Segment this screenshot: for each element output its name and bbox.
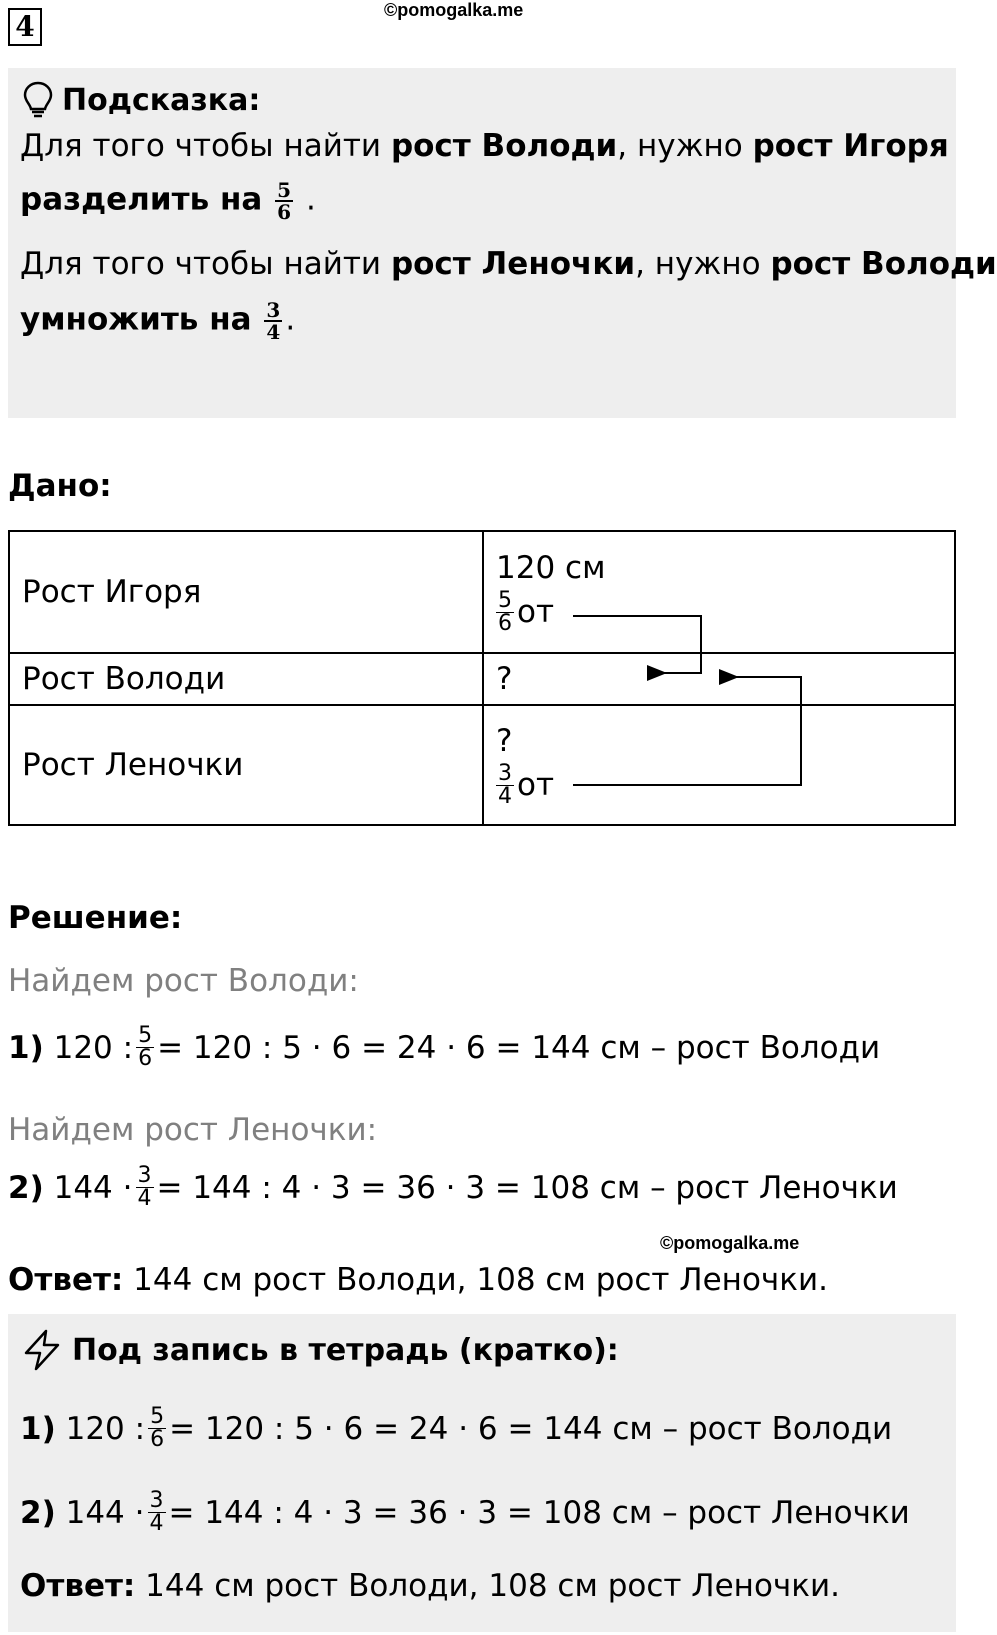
notebook-box: [8, 1314, 956, 1632]
notebook-step2: [20, 1490, 910, 1535]
hint-bold: умножить на: [20, 301, 252, 338]
step1-note: Найдем рост Володи:: [8, 963, 359, 999]
hint-bold: рост Леночки: [390, 246, 636, 282]
hint-text: Для того чтобы найти: [20, 128, 391, 164]
hint-text: , нужно: [617, 128, 753, 164]
fraction: [496, 760, 514, 809]
step-number: 1): [20, 1410, 56, 1447]
hint-text: .: [305, 181, 316, 218]
given-table: [8, 530, 956, 826]
equation-text: 144 ·: [53, 1169, 133, 1206]
table-row: [9, 705, 955, 825]
hint-line-2: [20, 180, 316, 222]
fraction-numerator: 3: [149, 1488, 164, 1513]
hint-header: [22, 80, 260, 120]
answer-text: 144 см рост Володи, 108 см рост Леночки.: [123, 1262, 828, 1298]
step2-note: Найдем рост Леночки:: [8, 1112, 378, 1148]
hint-line-1: [20, 128, 949, 164]
answer-label: Ответ:: [20, 1568, 136, 1604]
fraction: [496, 587, 514, 636]
equation-text: = 144 : 4 · 3 = 36 · 3 = 108 см – рост Леночки: [168, 1494, 910, 1531]
fraction-denominator: 6: [138, 1046, 153, 1071]
row-label: Рост Игоря: [9, 531, 483, 653]
hint-text: Для того чтобы найти: [20, 246, 391, 282]
watermark-middle: ©pomogalka.me: [660, 1233, 800, 1253]
step-number: 2): [8, 1169, 44, 1206]
fraction: [275, 180, 293, 222]
equation-text: = 144 : 4 · 3 = 36 · 3 = 108 см – рост Леночки: [156, 1169, 898, 1206]
fraction: [148, 1490, 166, 1535]
fraction-denominator: 4: [498, 783, 512, 809]
fraction-denominator: 4: [149, 1511, 164, 1536]
hint-bold: рост Володи: [770, 246, 997, 282]
fraction: [264, 300, 282, 342]
hint-bold: разделить на: [20, 181, 263, 218]
fraction-denominator: 6: [277, 200, 292, 224]
answer-text: 144 см рост Володи, 108 см рост Леночки.: [135, 1568, 840, 1604]
step1-equation: [8, 1025, 880, 1070]
fraction-numerator: 5: [498, 587, 512, 613]
equation-text: 120 :: [53, 1029, 134, 1066]
row-value: [483, 653, 955, 705]
fraction-denominator: 4: [266, 320, 281, 344]
row-value: [483, 531, 955, 653]
equation-text: = 120 : 5 · 6 = 24 · 6 = 144 см – рост Володи: [157, 1029, 881, 1066]
given-title: Дано:: [8, 468, 112, 504]
fraction-numerator: 3: [266, 298, 281, 322]
answer: [8, 1262, 828, 1298]
fraction-numerator: 5: [277, 178, 292, 202]
hint-bold: рост Игоря: [752, 128, 949, 164]
step2-equation: [8, 1165, 898, 1210]
ot-label: от: [517, 594, 555, 630]
hint-line-3: [20, 246, 997, 282]
fraction-denominator: 6: [498, 610, 512, 636]
step-number: 1): [8, 1029, 44, 1066]
row-value: [483, 705, 955, 825]
row-label: Рост Леночки: [9, 705, 483, 825]
task-number: 4: [8, 8, 42, 46]
fraction: [148, 1406, 166, 1451]
hint-line-4: [20, 300, 295, 342]
ot-label: от: [517, 767, 555, 803]
equation-text: = 120 : 5 · 6 = 24 · 6 = 144 см – рост Володи: [169, 1410, 893, 1447]
equation-text: 120 :: [65, 1410, 146, 1447]
equation-text: 144 ·: [65, 1494, 145, 1531]
value-text: ?: [496, 661, 513, 697]
row-label: Рост Володи: [9, 653, 483, 705]
hint-title: Подсказка:: [62, 82, 261, 118]
fraction-numerator: 3: [498, 760, 512, 786]
table-row: [9, 653, 955, 705]
watermark-top: ©pomogalka.me: [384, 0, 524, 20]
notebook-header: [22, 1328, 619, 1372]
answer-label: Ответ:: [8, 1262, 124, 1298]
fraction: [136, 1025, 154, 1070]
hint-text: , нужно: [635, 246, 771, 282]
value-text: 120 см: [496, 549, 606, 586]
fraction: [136, 1165, 154, 1210]
table-row: [9, 531, 955, 653]
fraction-numerator: 3: [137, 1163, 152, 1188]
step-number: 2): [20, 1494, 56, 1531]
hint-box: [8, 68, 997, 418]
lightning-icon: [22, 1329, 62, 1371]
notebook-title: Под запись в тетрадь (кратко):: [72, 1332, 619, 1368]
fraction-numerator: 5: [150, 1404, 165, 1429]
value-text: ?: [496, 722, 513, 759]
hint-text: .: [285, 301, 296, 338]
fraction-denominator: 4: [137, 1186, 152, 1211]
solution-title: Решение:: [8, 900, 183, 936]
fraction-numerator: 5: [138, 1023, 153, 1048]
notebook-answer: [20, 1568, 840, 1604]
lightbulb-icon: [22, 81, 54, 119]
hint-bold: рост Володи: [390, 128, 618, 164]
notebook-step1: [20, 1406, 892, 1451]
fraction-denominator: 6: [150, 1427, 165, 1452]
